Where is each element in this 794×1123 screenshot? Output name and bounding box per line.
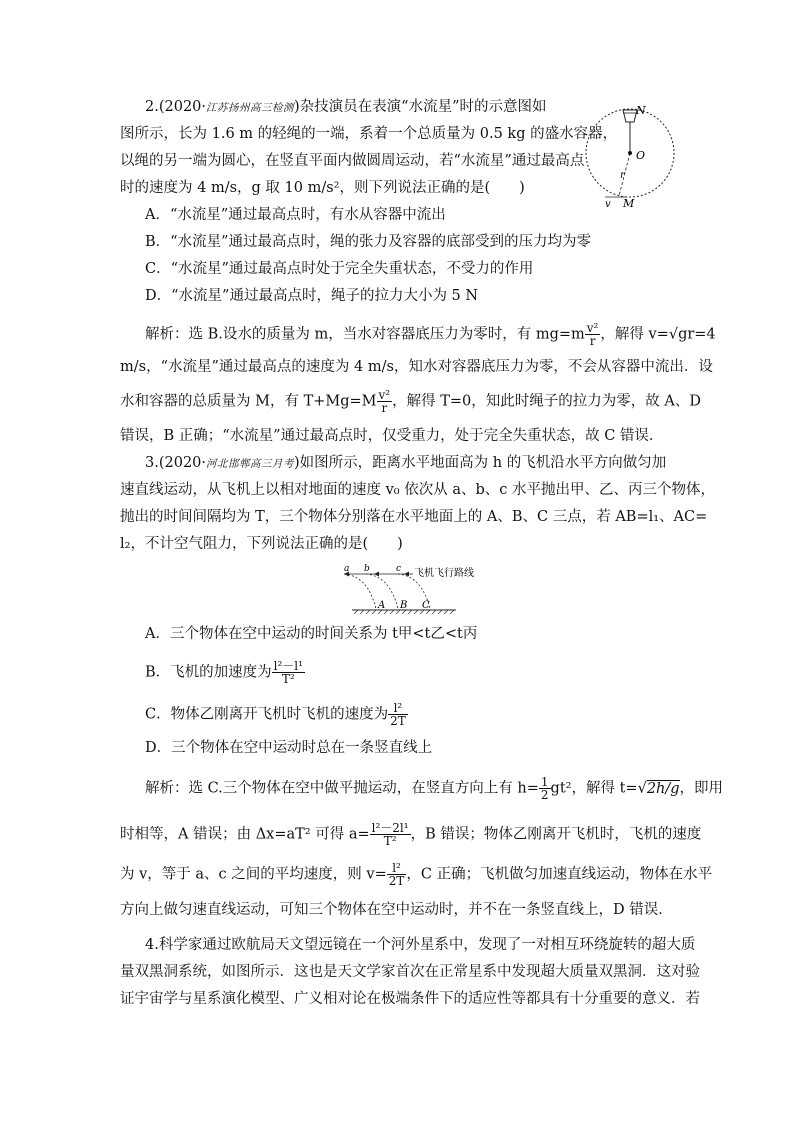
q3-airplane-figure <box>338 562 488 620</box>
q3-analysis-line-2: 时相等，A 错误；由 Δx=aT² 可得 a= $\frac{\text{l²－2l¹}}{\text{T²}}$ ，B 错误；物体乙刚离开飞机时，飞机的速度 <box>120 821 702 848</box>
q3-option-b: B．飞机的加速度为 $\frac{\text{l²－l¹}}{\text{T²}}$ <box>145 659 303 686</box>
q4-stem-line-2: 量双黑洞系统，如图所示．这也是天文学家首次在正常星系中发现超大质量双黑洞．这对验 <box>120 964 700 980</box>
q3-stem-line-3: 抛出的时间间隔均为 T，三个物体分别落在水平地面上的 A、B、C 三点，若 AB=l₁、AC= <box>120 509 708 525</box>
q3-option-a: A．三个物体在空中运动的时间关系为 t甲<t乙<t丙 <box>145 626 478 642</box>
q3-stem-line-2: 速直线运动，从飞机上以相对地面的速度 v₀ 依次从 a、b、c 水平抛出甲、乙、丙三个物体， <box>120 482 715 498</box>
q2-water-star-figure <box>585 100 685 210</box>
q2-analysis-line-3: 水和容器的总质量为 M，有 T+Mg=M $\frac{\text{v²}}{r}$ ，解得 T=0，知此时绳子的拉力为零，故 A、D <box>120 388 701 415</box>
fig-label-n: N <box>636 104 646 117</box>
fig-label-b: b <box>364 564 370 574</box>
q4-stem-line-3: 证宇宙学与星系演化模型、广义相对论在极端条件下的适应性等都具有十分重要的意义．若 <box>120 991 700 1007</box>
fig-label-C: C <box>422 600 430 611</box>
fig-label-r: r <box>620 170 625 181</box>
fig-label-flight-path: 飞机飞行路线 <box>414 568 474 579</box>
q3-frac-optc: $\frac{\text{l²}}{2T}$ <box>390 701 406 728</box>
q2-analysis-line-4: 错误，B 正确；“水流星”通过最高点时，仅受重力，处于完全失重状态，故 C 错误． <box>120 428 664 444</box>
q2-frac-v2-r-2: $\frac{\text{v²}}{r}$ <box>378 388 391 415</box>
q3-analysis-line-3: 为 v，等于 a、c 之间的平均速度，则 v= $\frac{\text{l²}}{2T}$ ，C 正确；飞机做匀加速直线运动，物体在水平 <box>120 861 713 888</box>
q3-sqrt: √2h/g <box>637 780 680 797</box>
q2-option-a: A．“水流星”通过最高点时，有水从容器中流出 <box>145 207 446 223</box>
q2-analysis-line-1: 解析：选 B.设水的质量为 m，当水对容器底压力为零时，有 mg=m $\frac{\text{v²}}{r}$ ，解得 v=√gr=4 <box>145 321 716 348</box>
q3-source: 河北邯郸高三月考 <box>206 458 295 470</box>
fig-label-B: B <box>400 600 408 611</box>
q3-frac-half: $\frac{1}{2}$ <box>540 775 549 802</box>
q3-frac-optb: $\frac{\text{l²－l¹}}{\text{T²}}$ <box>273 659 303 686</box>
q2-stem-line-3: 以绳的另一端为圆心，在竖直平面内做圆周运动，若“水流星”通过最高点 <box>120 153 585 169</box>
q3-option-d: D．三个物体在空中运动时总在一条竖直线上 <box>145 740 433 756</box>
fig-label-a: a <box>344 564 350 574</box>
fig-label-o: O <box>636 149 646 162</box>
q3-frac-a: $\frac{\text{l²－2l¹}}{\text{T²}}$ <box>371 821 409 848</box>
fig-label-m: M <box>623 197 635 210</box>
q2-frac-v2-r: $\frac{\text{v²}}{r}$ <box>586 321 599 348</box>
q3-analysis-line-1: 解析：选 C.三个物体在空中做平抛运动，在竖直方向上有 h= $\frac{1}{2}$ gt²，解得 t=√2h/g，即用 <box>145 775 724 802</box>
q2-source: 江苏扬州高三检测 <box>206 102 295 114</box>
q3-frac-v: $\frac{\text{l²}}{2T}$ <box>388 861 405 888</box>
q3-stem-line-1: 3.(2020·河北邯郸高三月考)如图所示，距离水平地面高为 h 的飞机沿水平方向做匀加 <box>145 455 667 471</box>
q2-option-c: C．“水流星”通过最高点时处于完全失重状态，不受力的作用 <box>145 261 534 277</box>
q2-option-d: D．“水流星”通过最高点时，绳子的拉力大小为 5 N <box>145 288 479 304</box>
q2-stem-line-4: 时的速度为 4 m/s，g 取 10 m/s²，则下列说法正确的是( ) <box>120 180 525 196</box>
q3-option-c: C．物体乙刚离开飞机时飞机的速度为 $\frac{\text{l²}}{2T}$ <box>145 701 406 728</box>
q3-analysis-line-4: 方向上做匀速直线运动，可知三个物体在空中运动时，并不在一条竖直线上，D 错误． <box>120 902 673 918</box>
q2-stem-line-1: 2.(2020·江苏扬州高三检测)杂技演员在表演“水流星”时的示意图如 <box>145 99 547 115</box>
q2-analysis-line-2: m/s，“水流星”通过最高点的速度为 4 m/s，知水对容器底压力为零，不会从容器中流出．设 <box>120 359 713 375</box>
fig-label-v: v <box>605 199 611 210</box>
fig-label-c: c <box>396 564 402 574</box>
q3-stem-line-4: l₂，不计空气阻力，下列说法正确的是( ) <box>120 536 403 552</box>
q4-stem-line-1: 4.科学家通过欧航局天文望远镜在一个河外星系中，发现了一对相互环绕旋转的超大质 <box>145 937 696 953</box>
fig-label-A: A <box>378 600 386 611</box>
q2-option-b: B．“水流星”通过最高点时，绳的张力及容器的底部受到的压力均为零 <box>145 234 591 250</box>
q2-stem-line-2: 图所示，长为 1.6 m 的轻绳的一端，系着一个总质量为 0.5 kg 的盛水容器， <box>120 126 618 142</box>
